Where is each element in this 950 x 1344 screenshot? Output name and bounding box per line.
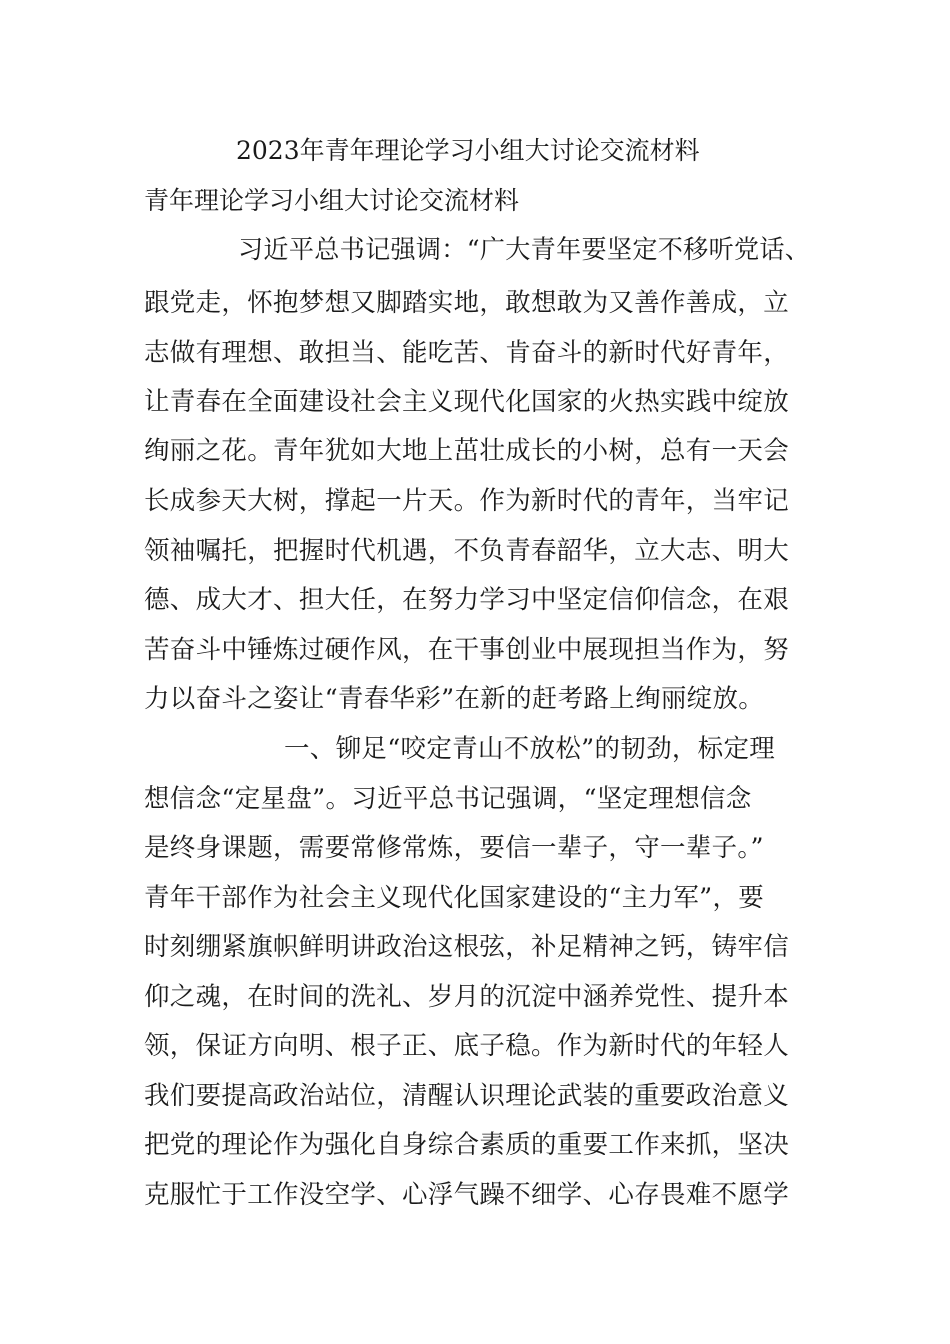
paragraph-line: 长成参天大树，撑起一片天。作为新时代的青年，当牢记 (144, 486, 790, 516)
paragraph-line: 跟党走，怀抱梦想又脚踏实地，敢想敢为又善作善成，立 (144, 288, 790, 318)
paragraph-line: 志做有理想、敢担当、能吃苦、肯奋斗的新时代好青年， (144, 338, 790, 368)
document-title: 2023年青年理论学习小组大讨论交流材料 (236, 136, 700, 165)
paragraph-line: 领，保证方向明、根子正、底子稳。作为新时代的年轻人 (144, 1031, 790, 1061)
paragraph-line: 让青春在全面建设社会主义现代化国家的火热实践中绽放 (144, 387, 790, 417)
paragraph-line: 一、铆足“咬定青山不放松”的韧劲，标定理 (284, 734, 776, 764)
paragraph-line: 时刻绷紧旗帜鲜明讲政治这根弦，补足精神之钙，铸牢信 (144, 932, 790, 962)
document-subtitle: 青年理论学习小组大讨论交流材料 (144, 186, 520, 215)
paragraph-line: 青年干部作为社会主义现代化国家建设的“主力军”，要 (144, 883, 765, 913)
paragraph-line: 仰之魂，在时间的洗礼、岁月的沉淀中涵养党性、提升本 (144, 982, 790, 1012)
paragraph-line: 绚丽之花。青年犹如大地上茁壮成长的小树，总有一天会 (144, 436, 790, 466)
paragraph-line: 习近平总书记强调：“广大青年要坚定不移听党话、 (238, 235, 811, 265)
paragraph-line: 我们要提高政治站位，清醒认识理论武装的重要政治意义 (144, 1081, 790, 1111)
paragraph-line: 克服忙于工作没空学、心浮气躁不细学、心存畏难不愿学 (144, 1180, 790, 1210)
paragraph-line: 领袖嘱托，把握时代机遇，不负青春韶华，立大志、明大 (144, 536, 790, 566)
paragraph-line: 苦奋斗中锤炼过硬作风，在干事创业中展现担当作为，努 (144, 635, 790, 665)
paragraph-line: 想信念“定星盘”。习近平总书记强调，“坚定理想信念 (144, 784, 752, 814)
paragraph-line: 德、成大才、担大任，在努力学习中坚定信仰信念，在艰 (144, 585, 790, 615)
paragraph-line: 力以奋斗之姿让“青春华彩”在新的赶考路上绚丽绽放。 (144, 684, 765, 714)
paragraph-line: 是终身课题，需要常修常炼，要信一辈子，守一辈子。” (144, 833, 764, 863)
paragraph-line: 把党的理论作为强化自身综合素质的重要工作来抓，坚决 (144, 1130, 790, 1160)
